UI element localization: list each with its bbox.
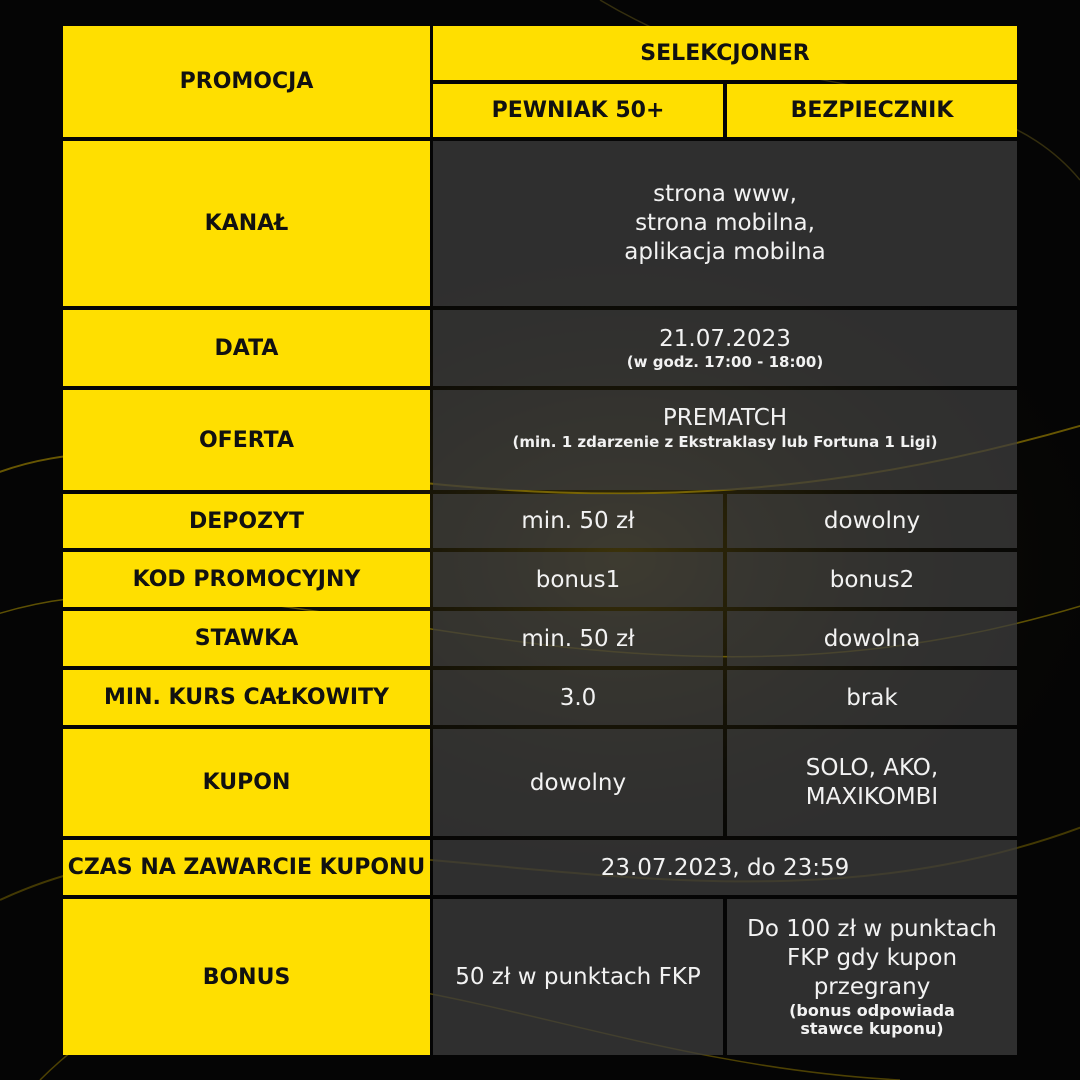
oferta-main: PREMATCH — [662, 405, 788, 431]
bonus-bezpiecznik-note2: stawce kuponu) — [800, 1019, 944, 1039]
header-bezpiecznik — [727, 84, 1017, 137]
header-selekcjoner — [433, 26, 1017, 80]
bonus-bezpiecznik — [727, 899, 1017, 1055]
row-label-oferta — [63, 390, 430, 490]
kod-pewniak-text: bonus1 — [535, 566, 621, 593]
row-label-bonus — [63, 899, 430, 1055]
kanal-label: KANAŁ — [204, 211, 289, 236]
kurs-label: MIN. KURS CAŁKOWITY — [104, 685, 389, 710]
row-label-kanal — [63, 141, 430, 306]
bonus-bezpiecznik-note1: (bonus odpowiada — [789, 1000, 955, 1020]
kupon-pewniak-text: dowolny — [529, 769, 627, 796]
header-bezpiecznik-label: BEZPIECZNIK — [790, 98, 954, 123]
kurs-pewniak — [433, 670, 723, 725]
depozyt-label: DEPOZYT — [188, 508, 304, 534]
row-label-kod — [63, 552, 430, 607]
czas-text: 23.07.2023, do 23:59 — [600, 854, 850, 881]
kanal-line3: aplikacja mobilna — [624, 238, 826, 265]
data-label: DATA — [214, 335, 279, 361]
bonus-label: BONUS — [202, 964, 291, 990]
kanal-value — [433, 141, 1017, 306]
header-promocja — [63, 26, 430, 137]
row-label-depozyt — [63, 494, 430, 548]
czas-label: CZAS NA ZAWARCIE KUPONU — [67, 855, 426, 880]
stawka-label: STAWKA — [194, 626, 299, 651]
kod-pewniak — [433, 552, 723, 607]
kupon-pewniak — [433, 729, 723, 836]
kurs-bezpiecznik-text: brak — [846, 684, 898, 711]
depozyt-bezpiecznik-text: dowolny — [823, 508, 921, 534]
bonus-pewniak-text: 50 zł w punktach FKP — [455, 964, 701, 990]
kanal-line2: strona mobilna, — [635, 210, 815, 237]
kupon-label: KUPON — [202, 770, 291, 795]
oferta-note: (min. 1 zdarzenie z Ekstraklasy lub Fortuna 1 Ligi) — [512, 432, 938, 451]
depozyt-pewniak-text: min. 50 zł — [521, 508, 635, 534]
data-value — [433, 310, 1017, 386]
depozyt-bezpiecznik — [727, 494, 1017, 548]
depozyt-pewniak — [433, 494, 723, 548]
oferta-label: OFERTA — [198, 427, 295, 453]
kurs-pewniak-text: 3.0 — [559, 684, 597, 711]
header-pewniak — [433, 84, 723, 137]
stawka-bezpiecznik-text: dowolna — [823, 625, 921, 652]
stawka-pewniak — [433, 611, 723, 666]
kod-label: KOD PROMOCYJNY — [132, 567, 361, 592]
kod-bezpiecznik — [727, 552, 1017, 607]
kupon-bezpiecznik — [727, 729, 1017, 836]
bonus-bezpiecznik-line3: przegrany — [813, 973, 931, 1000]
stawka-pewniak-text: min. 50 zł — [521, 625, 635, 652]
data-date: 21.07.2023 — [659, 325, 791, 352]
kanal-line1: strona www, — [653, 181, 797, 208]
row-label-kupon — [63, 729, 430, 836]
header-selekcjoner-label: SELEKCJONER — [640, 40, 810, 66]
bonus-bezpiecznik-line2: FKP gdy kupon — [786, 945, 958, 972]
oferta-value — [433, 390, 1017, 490]
kupon-bezpiecznik-line2: MAXIKOMBI — [805, 783, 939, 810]
czas-value — [433, 840, 1017, 895]
row-label-data — [63, 310, 430, 386]
row-label-czas — [63, 840, 430, 895]
row-label-kurs — [63, 670, 430, 725]
bonus-pewniak — [433, 899, 723, 1055]
stawka-bezpiecznik — [727, 611, 1017, 666]
data-hours: (w godz. 17:00 - 18:00) — [626, 353, 824, 372]
kod-bezpiecznik-text: bonus2 — [829, 566, 915, 593]
kupon-bezpiecznik-line1: SOLO, AKO, — [805, 754, 939, 781]
row-label-stawka — [63, 611, 430, 666]
bonus-bezpiecznik-line1: Do 100 zł w punktach — [747, 916, 997, 943]
header-promocja-label: PROMOCJA — [179, 69, 314, 94]
kurs-bezpiecznik — [727, 670, 1017, 725]
header-pewniak-label: PEWNIAK 50+ — [491, 98, 665, 123]
